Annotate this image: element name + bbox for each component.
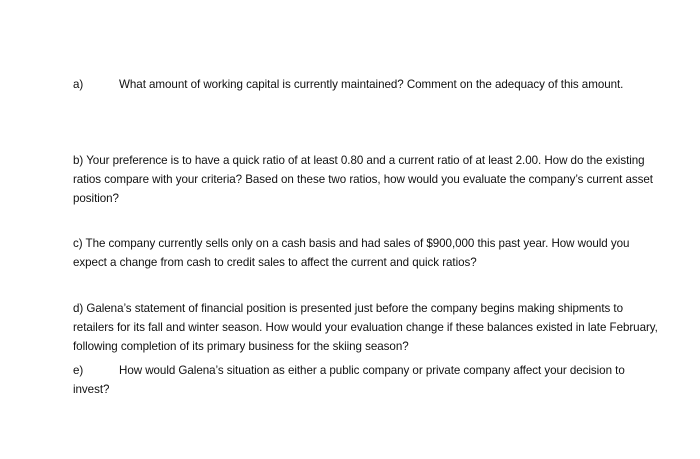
question-c-marker: c) — [73, 237, 83, 250]
question-d — [73, 299, 663, 356]
question-b — [73, 151, 663, 208]
question-a-marker: a) — [73, 78, 84, 91]
question-e-text: How would Galena’s situation as either a public company or private company affect your decision to invest? — [73, 364, 625, 396]
question-a-text: What amount of working capital is currently maintained? Comment on the adequacy of this amount. — [119, 78, 624, 91]
question-c — [73, 234, 663, 272]
question-d-marker: d) — [73, 302, 84, 315]
question-c-text: The company currently sells only on a cash basis and had sales of $900,000 this past year. How would you expect a change from cash to credit sales to affect the current and quick ratios? — [73, 237, 630, 269]
question-e-marker: e) — [73, 364, 84, 377]
question-b-marker: b) — [73, 154, 84, 167]
question-e — [73, 361, 663, 399]
question-b-text: Your preference is to have a quick ratio of at least 0.80 and a current ratio of at least 2.00. How do the existing ratios compare with your criteria? Based on these two ratios, how would you evaluate the company’s current asset position? — [73, 154, 653, 205]
question-d-text: Galena’s statement of financial position is presented just before the company begins making shipments to retailers for its fall and winter season. How would your evaluation change if these balances existed in late February, following completion of its primary business for the skiing season? — [73, 302, 658, 353]
question-a — [73, 75, 663, 94]
